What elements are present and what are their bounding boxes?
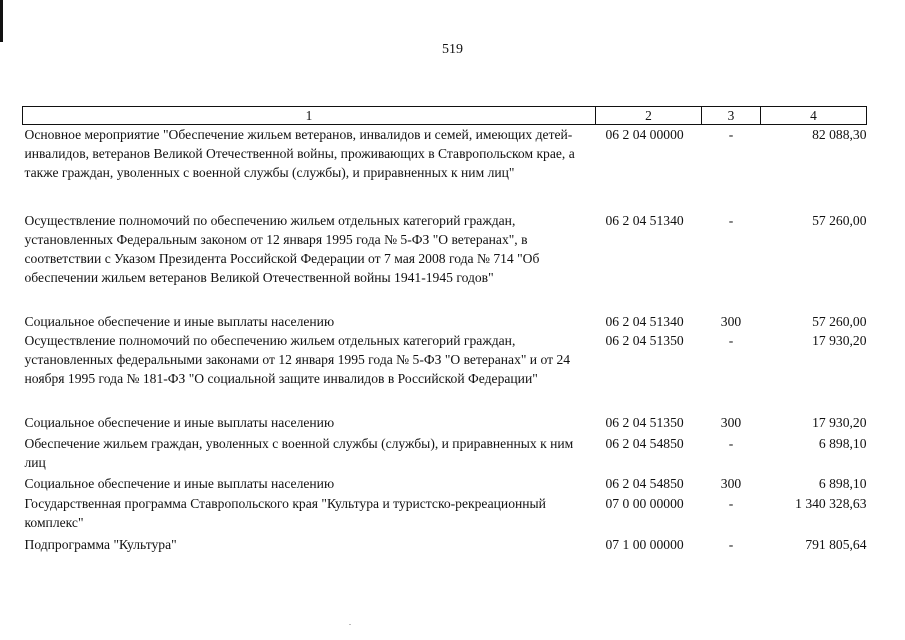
- row-amount: 17 930,20: [812, 332, 867, 348]
- row-type: -: [728, 212, 734, 228]
- table-row: [23, 535, 867, 555]
- row-name: Основное мероприятие "Обеспечение жильем ветеранов, инвалидов и семей, имеющих детей-инвалидов, ветеранов Великой Отечественной войны, проживающих в Ставропольском крае, а также граждан, уволенных с военной службы (службы), и приравненных к ним лиц": [24, 127, 575, 180]
- scan-edge-mark: [0, 0, 3, 42]
- row-type: -: [728, 536, 734, 552]
- row-amount: 82 088,30: [812, 127, 867, 142]
- table-row: [23, 434, 867, 474]
- row-amount: 791 805,64: [805, 536, 867, 552]
- row-amount: 1 340 328,63: [795, 495, 867, 511]
- row-amount: 6 898,10: [818, 475, 867, 491]
- column-header-1: 1: [23, 107, 596, 125]
- page-number: 519: [442, 42, 463, 57]
- scan-speck: [349, 624, 351, 625]
- row-code: 06 2 04 51340: [605, 313, 684, 329]
- column-header-3: 3: [702, 107, 761, 125]
- table-header-row: [23, 107, 867, 125]
- row-type: -: [728, 495, 734, 511]
- table-row: [23, 312, 867, 331]
- row-amount: 57 260,00: [812, 212, 867, 228]
- row-name: Осуществление полномочий по обеспечению жильем отдельных категорий граждан, установленных федеральными законами от 12 января 1995 года № 5-ФЗ "О ветеранах" и от 24 ноября 1995 года № 181-ФЗ "О социальной защите инвалидов в Российской Федерации": [24, 332, 571, 386]
- row-name: Осуществление полномочий по обеспечению жильем отдельных категорий граждан, установленных Федеральным законом от 12 января 1995 года № 5-ФЗ "О ветеранах", в соответствии с Указом Президента Российской Федерации от 7 мая 2008 года № 714 "Об обеспечении жильем ветеранов Великой Отечественной войны 1941-1945 годов": [24, 212, 540, 285]
- table-row: [23, 413, 867, 434]
- row-type: -: [728, 435, 734, 451]
- row-type: -: [728, 127, 734, 142]
- table-row: [23, 474, 867, 494]
- table-row: [23, 125, 867, 211]
- row-code: 06 2 04 51340: [605, 212, 684, 228]
- row-name: Государственная программа Ставропольского края "Культура и туристско-рекреационный комплекс": [24, 495, 546, 530]
- row-code: 07 0 00 00000: [605, 495, 684, 511]
- row-code: 06 2 04 00000: [605, 127, 684, 142]
- row-type: 300: [720, 414, 742, 430]
- row-name: Подпрограмма "Культура": [24, 536, 177, 552]
- row-name: Социальное обеспечение и иные выплаты населению: [24, 414, 335, 430]
- row-name: Социальное обеспечение и иные выплаты населению: [24, 475, 335, 491]
- row-type: 300: [720, 475, 742, 491]
- row-code: 07 1 00 00000: [605, 536, 684, 552]
- row-code: 06 2 04 51350: [605, 414, 684, 430]
- column-header-2: 2: [596, 107, 702, 125]
- table-row: [23, 494, 867, 535]
- row-type: 300: [720, 313, 742, 329]
- row-name: Социальное обеспечение и иные выплаты населению: [24, 313, 335, 329]
- table-row: [23, 211, 867, 312]
- row-type: -: [728, 332, 734, 348]
- row-amount: 17 930,20: [812, 414, 867, 430]
- budget-table: [22, 106, 867, 555]
- row-code: 06 2 04 54850: [605, 435, 684, 451]
- column-header-4: 4: [761, 107, 867, 125]
- row-amount: 57 260,00: [812, 313, 867, 329]
- row-name: Обеспечение жильем граждан, уволенных с военной службы (службы), и приравненных к ним лиц: [24, 435, 574, 470]
- row-code: 06 2 04 51350: [605, 332, 684, 348]
- row-amount: 6 898,10: [818, 435, 867, 451]
- table-row: [23, 331, 867, 413]
- row-code: 06 2 04 54850: [605, 475, 684, 491]
